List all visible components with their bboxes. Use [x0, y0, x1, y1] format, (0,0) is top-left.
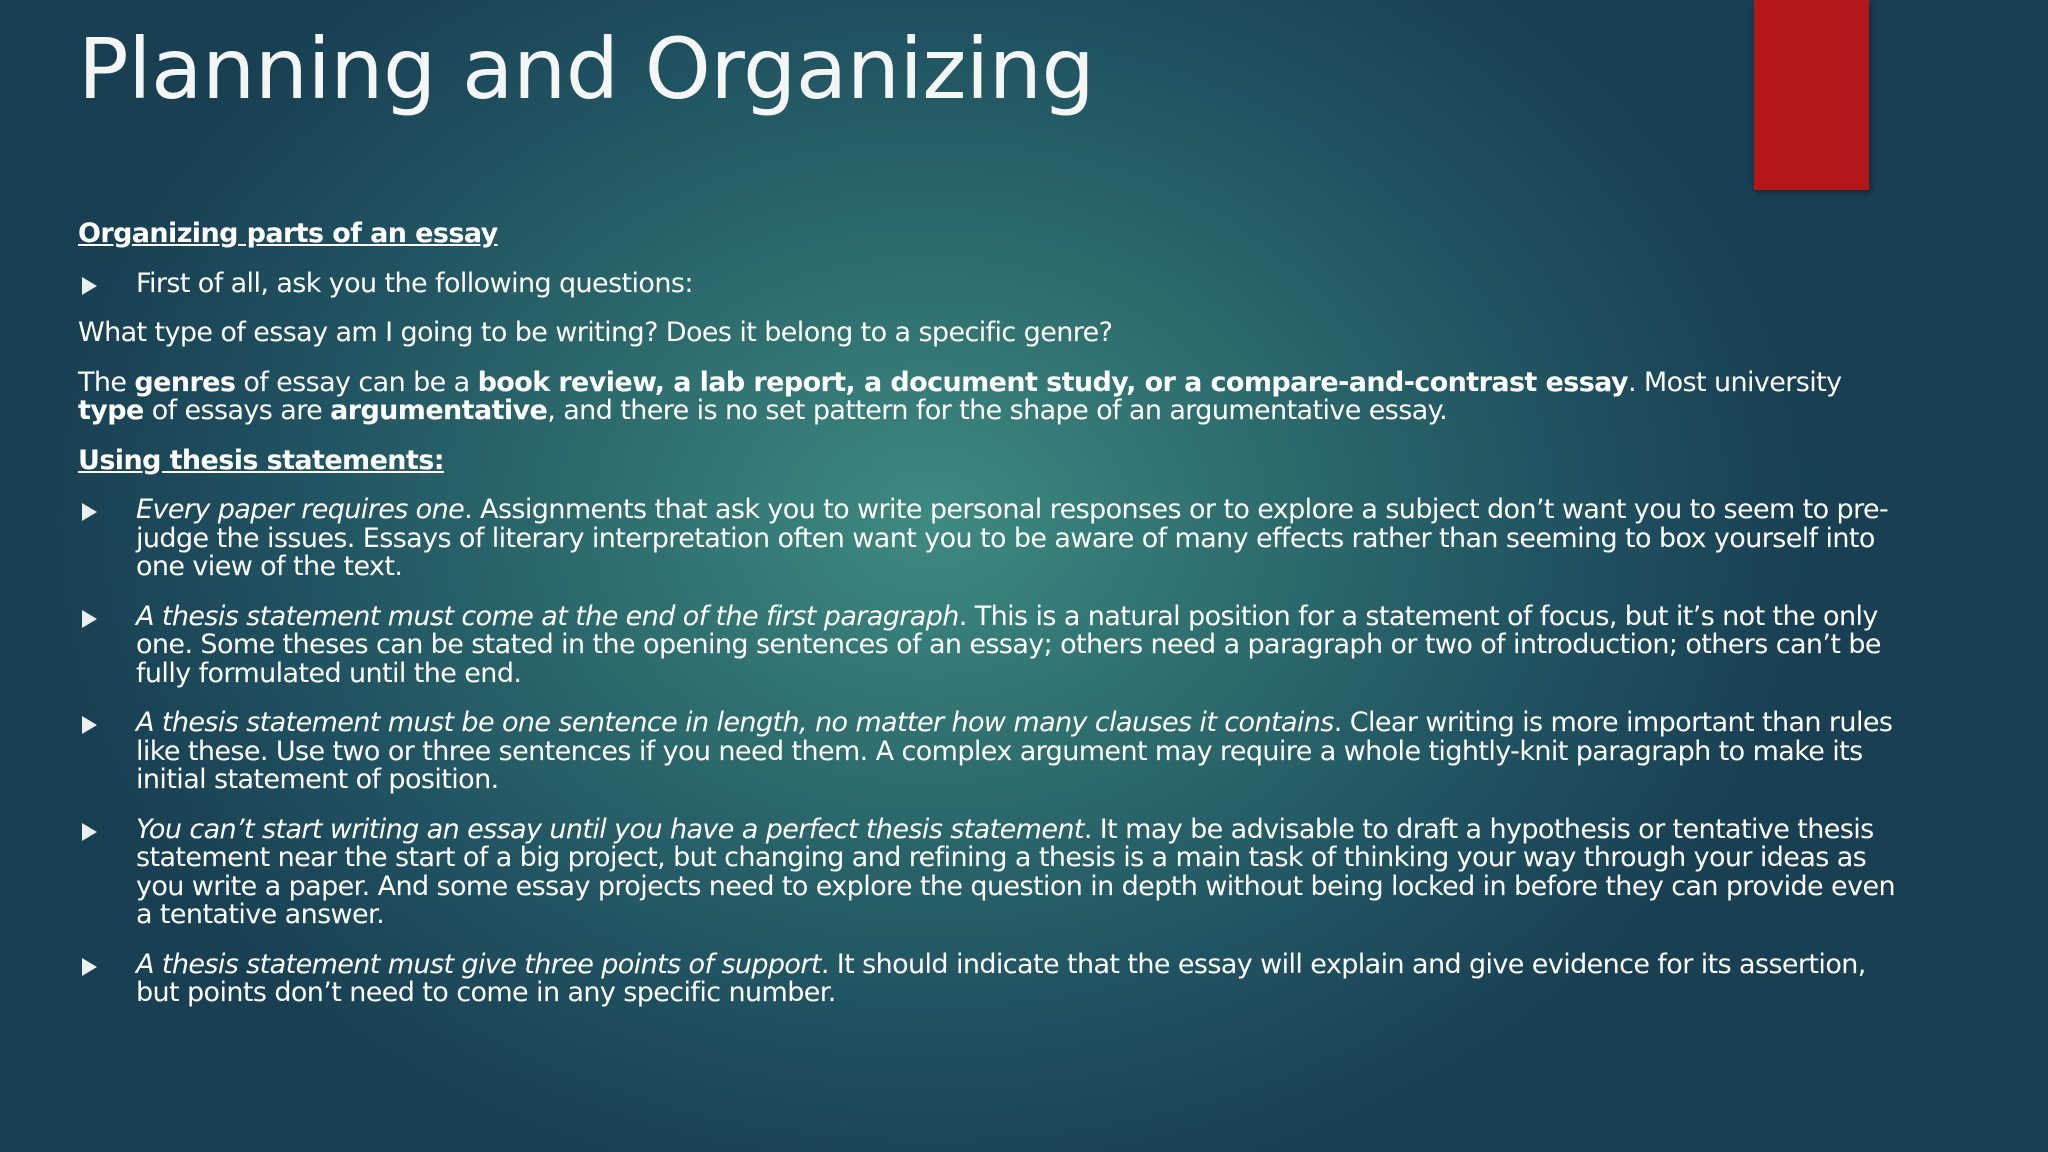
genres-bold: book review, a lab report, a document study, or a compare-and-contrast essay: [477, 366, 1628, 398]
bullet-arrow-icon: [82, 823, 97, 841]
thesis-bullet-item: [78, 813, 1908, 930]
question-paragraph: What type of essay am I going to be writing? Does it belong to a specific genre?: [78, 317, 1113, 348]
thesis-explanation: . Assignments that ask you to write personal responses or to explore a subject don’t want you to seem to pre-judge the issues. Essays of literary interpretation often want you to be aware of many effects rather than seeming to box yourself into one view of the text.: [136, 494, 1889, 582]
genres-bold: argumentative: [330, 395, 548, 426]
thesis-explanation: . It should indicate that the essay will explain and give evidence for its assertion, but points don’t need to come in any specific number.: [136, 948, 1866, 1008]
thesis-explanation: . This is a natural position for a statement of focus, but it’s not the only one. Some theses can be stated in the opening sentences of an essay; others need a paragraph or two of introduction; others can’t be fully formulated until the end.: [136, 600, 1881, 689]
slide-body: [78, 220, 1908, 1029]
genres-paragraph: [78, 366, 1908, 426]
section-heading-organizing: Organizing parts of an essay: [78, 218, 498, 249]
thesis-claim-italic: A thesis statement must be one sentence in length, no matter how many clauses it contains: [136, 707, 1334, 738]
genres-text: of essay can be a: [235, 366, 478, 398]
slide-title: Planning and Organizing: [78, 20, 1095, 118]
bullet-arrow-icon: [82, 277, 97, 295]
bullet-item: [78, 267, 1908, 299]
thesis-explanation: . Clear writing is more important than rules like these. Use two or three sentences if you need them. A complex argument may require a whole tightly-knit paragraph to make its initial statement of position.: [136, 707, 1893, 795]
genres-bold: type: [78, 395, 144, 426]
bullet-arrow-icon: [82, 503, 97, 521]
thesis-claim-italic: A thesis statement must give three points of support: [136, 948, 821, 980]
genres-bold: genres: [134, 366, 236, 398]
thesis-claim-italic: You can’t start writing an essay until you have a perfect thesis statement: [136, 813, 1084, 845]
bullet-arrow-icon: [82, 958, 97, 976]
bullet-arrow-icon: [82, 610, 97, 628]
thesis-bullet-item: [78, 600, 1908, 689]
genres-text: of essays are: [143, 395, 331, 426]
bullet-text: First of all, ask you the following questions:: [136, 267, 693, 299]
thesis-bullet-item: [78, 496, 1908, 582]
red-accent-bar: [1754, 0, 1869, 190]
thesis-bullet-item: [78, 709, 1908, 795]
section-heading-thesis: Using thesis statements:: [78, 444, 444, 476]
thesis-explanation: . It may be advisable to draft a hypothesis or tentative thesis statement near the start of a big project, but changing and refining a thesis is a main task of thinking your way through your ideas as you write a paper. And some essay projects need to explore the question in depth without being locked in before they can provide even a tentative answer.: [136, 813, 1895, 930]
thesis-bullet-item: [78, 948, 1908, 1008]
genres-text: The: [78, 366, 135, 398]
genres-text: , and there is no set pattern for the shape of an argumentative essay.: [547, 395, 1448, 426]
genres-text: . Most university: [1627, 366, 1842, 398]
thesis-claim-italic: A thesis statement must come at the end of the first paragraph: [136, 600, 959, 632]
thesis-claim-italic: Every paper requires one: [136, 494, 465, 525]
bullet-arrow-icon: [82, 716, 97, 734]
